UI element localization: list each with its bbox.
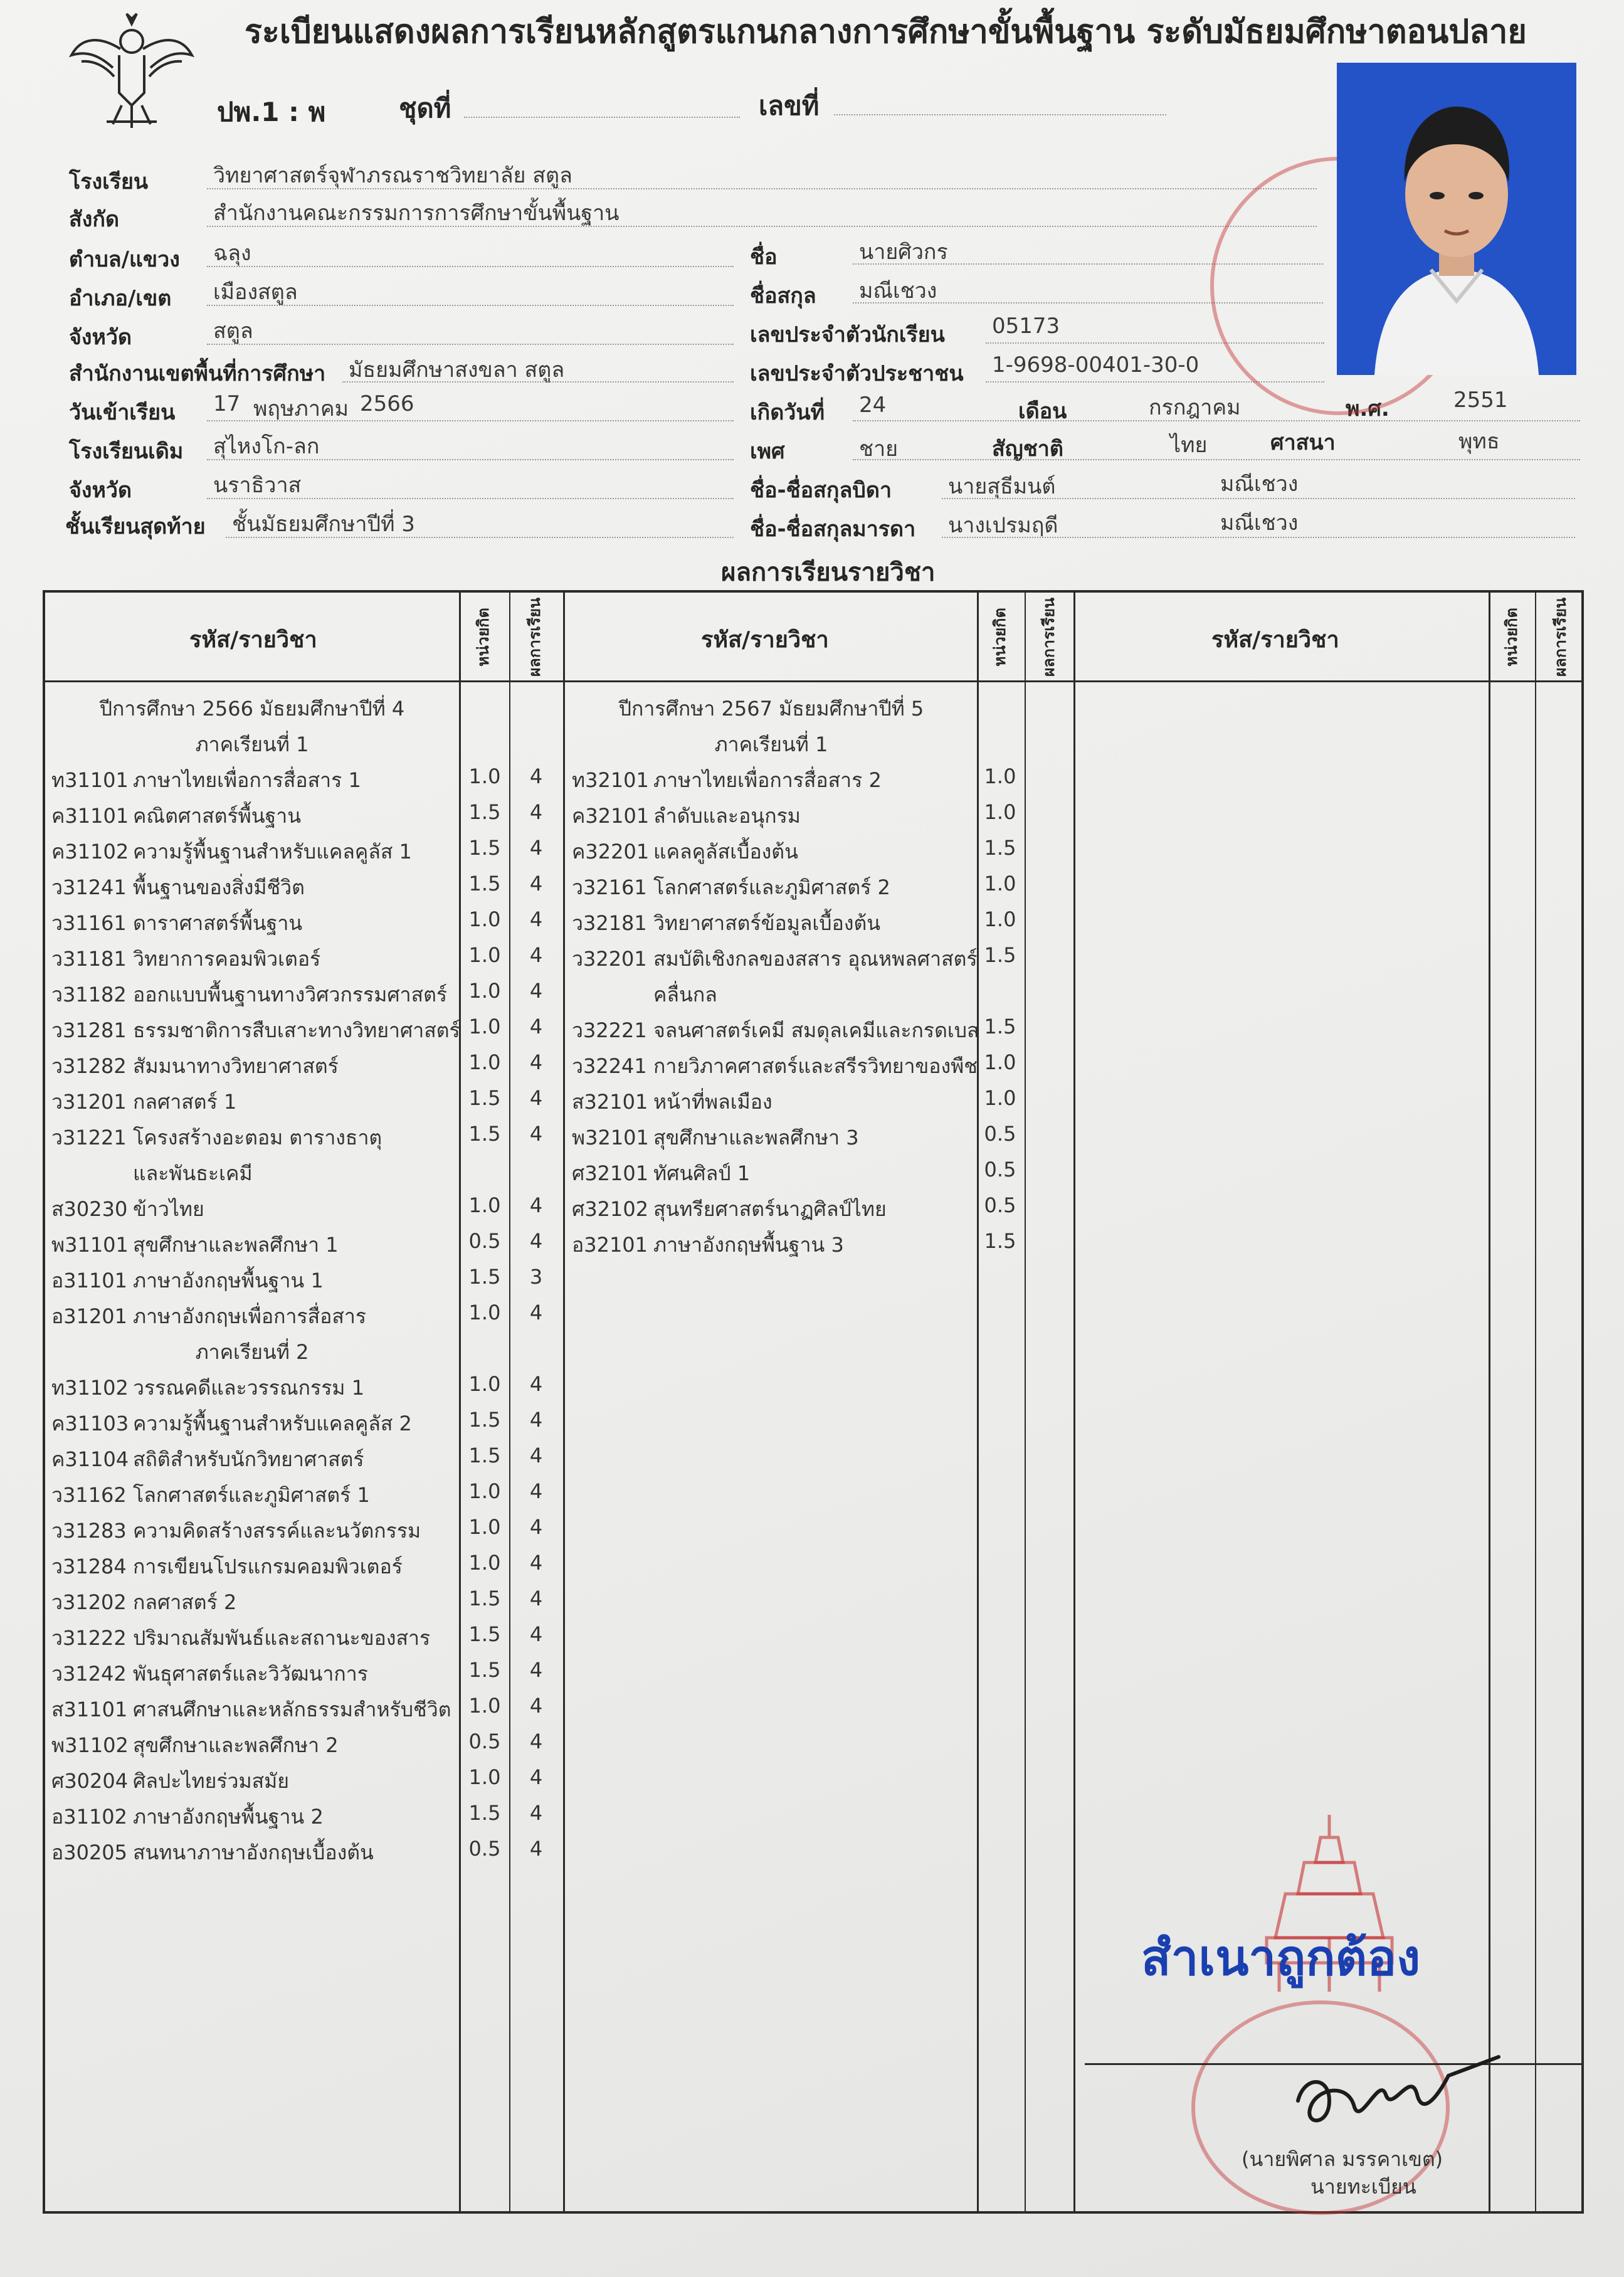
subject-name: กายวิภาคศาสตร์และสรีรวิทยาของพืช — [653, 1054, 978, 1078]
enroll-month: พฤษภาคม — [253, 396, 349, 421]
mother-label: ชื่อ-ชื่อสกุลมารดา — [750, 517, 916, 542]
subject-name: ดาราศาสตร์พื้นฐาน — [133, 911, 303, 935]
subject-name: สถิติสำหรับนักวิทยาศาสตร์ — [133, 1447, 364, 1471]
subject-name: ภาษาอังกฤษพื้นฐาน 1 — [133, 1269, 324, 1292]
garuda-emblem-icon — [69, 11, 194, 130]
subject-credit: 1.0 — [984, 764, 1016, 788]
school-value: วิทยาศาสตร์จุฬาภรณราชวิทยาลัย สตูล — [213, 163, 572, 188]
subject-code: ท31101 — [51, 768, 129, 792]
subject-credit: 1.0 — [468, 1694, 501, 1718]
district-label: อำเภอ/เขต — [69, 286, 172, 311]
nationality-label: สัญชาติ — [992, 436, 1063, 462]
father-label: ชื่อ-ชื่อสกุลบิดา — [750, 478, 892, 503]
subject-credit: 1.0 — [468, 907, 501, 931]
subject-grade: 4 — [529, 1015, 543, 1038]
subject-name: การเขียนโปรแกรมคอมพิวเตอร์ — [133, 1555, 403, 1578]
birth-day-value: 24 — [859, 393, 887, 418]
subject-name-continued: คลื่นกล — [653, 983, 717, 1006]
mother-surname: มณีเชวง — [1220, 510, 1299, 536]
section-title: ผลการเรียนรายวิชา — [721, 558, 936, 587]
subject-name: สุขศึกษาและพลศึกษา 1 — [133, 1233, 339, 1257]
col-result-header: ผลการเรียน — [525, 597, 544, 677]
sex-value: ชาย — [859, 436, 899, 462]
row-line — [207, 226, 1317, 227]
subdistrict-label: ตำบล/แขวง — [69, 247, 180, 272]
subject-grade: 4 — [529, 1622, 543, 1646]
subject-credit: 1.5 — [468, 800, 501, 824]
subject-name: ความรู้พื้นฐานสำหรับแคลคูลัส 1 — [133, 840, 412, 864]
row-line — [207, 498, 734, 499]
subject-code: ค31101 — [51, 804, 129, 828]
subject-code: พ31102 — [51, 1733, 129, 1757]
subject-code: ท32101 — [572, 768, 649, 792]
subject-code: ว31241 — [51, 875, 127, 899]
subject-name: ความคิดสร้างสรรค์และนวัตกรรม — [133, 1519, 421, 1543]
subject-credit: 1.0 — [984, 872, 1016, 895]
surname-value: มณีเชวง — [859, 278, 937, 304]
subject-code: ส30230 — [51, 1197, 128, 1221]
nationality-value: ไทย — [1170, 433, 1208, 458]
subject-code: ว32221 — [572, 1018, 647, 1042]
subject-name: ธรรมชาติการสืบเสาะทางวิทยาศาสตร์ — [133, 1018, 460, 1042]
affiliation-label: สังกัด — [69, 207, 120, 232]
school-label: โรงเรียน — [69, 169, 149, 194]
subject-grade: 4 — [529, 1587, 543, 1610]
subject-grade: 4 — [529, 1694, 543, 1718]
surname-label: ชื่อสกุล — [750, 283, 816, 309]
col-divider — [1073, 593, 1075, 2211]
subject-credit: 1.5 — [984, 1015, 1016, 1038]
subject-name: ความรู้พื้นฐานสำหรับแคลคูลัส 2 — [133, 1412, 412, 1435]
subject-code: ค31102 — [51, 840, 129, 864]
subject-name: ศาสนศึกษาและหลักธรรมสำหรับชีวิต — [133, 1698, 451, 1721]
subject-credit: 1.5 — [468, 836, 501, 860]
col-divider — [563, 593, 565, 2211]
subject-grade: 4 — [529, 1658, 543, 1682]
subject-credit: 1.5 — [984, 1229, 1016, 1253]
col-credit-header: หน่วยกิต — [991, 608, 1009, 667]
subject-grade: 4 — [529, 1193, 543, 1217]
subject-credit: 1.5 — [468, 1408, 501, 1432]
district-value: เมืองสตูล — [213, 280, 298, 305]
subject-code: อ32101 — [572, 1233, 648, 1257]
row-line — [853, 459, 1580, 460]
col-credit-header: หน่วยกิต — [1502, 608, 1521, 667]
birth-month-label: เดือน — [1018, 399, 1067, 424]
subject-credit: 0.5 — [468, 1730, 501, 1753]
subject-credit: 1.5 — [984, 836, 1016, 860]
subject-grade: 4 — [529, 1408, 543, 1432]
subject-name: สัมมนาทางวิทยาศาสตร์ — [133, 1054, 339, 1078]
subject-credit: 1.0 — [468, 1372, 501, 1396]
subject-credit: 1.5 — [468, 1444, 501, 1467]
subject-name: ภาษาอังกฤษพื้นฐาน 2 — [133, 1805, 324, 1829]
row-line — [207, 305, 734, 306]
term-heading: ภาคเรียนที่ 1 — [714, 732, 828, 756]
number-line — [834, 114, 1166, 115]
enroll-label: วันเข้าเรียน — [69, 400, 176, 425]
subject-credit: 1.0 — [984, 800, 1016, 824]
subject-name: กลศาสตร์ 1 — [133, 1090, 237, 1114]
subject-credit: 1.0 — [468, 979, 501, 1003]
subject-name: สนทนาภาษาอังกฤษเบื้องต้น — [133, 1841, 374, 1864]
subject-code: อ30205 — [51, 1841, 128, 1864]
subject-credit: 1.0 — [468, 1515, 501, 1539]
subject-code: ศ32101 — [572, 1161, 649, 1185]
col-result-header: ผลการเรียน — [1040, 597, 1058, 677]
row-line — [207, 344, 734, 345]
row-line — [226, 537, 734, 538]
subject-name: สุขศึกษาและพลศึกษา 3 — [653, 1126, 859, 1149]
subject-grade: 4 — [529, 836, 543, 860]
birth-year-value: 2551 — [1453, 388, 1508, 413]
subject-credit: 1.0 — [468, 1765, 501, 1789]
subject-grade: 4 — [529, 943, 543, 967]
signer-title: นายทะเบียน — [1310, 2175, 1416, 2199]
subject-code: ว32201 — [572, 947, 647, 971]
subject-credit: 0.5 — [984, 1158, 1016, 1181]
col-subject-header: รหัส/รายวิชา — [189, 627, 317, 653]
subject-name: สุขศึกษาและพลศึกษา 2 — [133, 1733, 339, 1757]
subject-credit: 0.5 — [984, 1122, 1016, 1146]
prev-school-label: โรงเรียนเดิม — [69, 439, 184, 464]
subject-grade: 4 — [529, 1086, 543, 1110]
subject-grade: 4 — [529, 1372, 543, 1396]
prev-province-label: จังหวัด — [69, 478, 132, 503]
term-heading: ปีการศึกษา 2566 มัธยมศึกษาปีที่ 4 — [99, 697, 405, 721]
subject-name: ทัศนศิลป์ 1 — [653, 1161, 751, 1185]
subject-code: ศ30204 — [51, 1769, 129, 1793]
subject-credit: 1.5 — [468, 1086, 501, 1110]
student-photo — [1337, 63, 1576, 375]
subject-name: ภาษาอังกฤษพื้นฐาน 3 — [653, 1233, 844, 1257]
subject-code: ว31284 — [51, 1555, 127, 1578]
citizen-id-label: เลขประจำตัวประชาชน — [750, 361, 964, 386]
subject-credit: 1.0 — [468, 764, 501, 788]
subject-grade: 4 — [529, 907, 543, 931]
subject-credit: 1.0 — [468, 943, 501, 967]
subject-code: พ31101 — [51, 1233, 129, 1257]
name-label: ชื่อ — [750, 245, 778, 270]
enroll-year: 2566 — [360, 391, 414, 416]
subject-code: ค31104 — [51, 1447, 129, 1471]
birth-day-label: เกิดวันที่ — [750, 400, 825, 425]
subject-code: ว31181 — [51, 947, 127, 971]
col-divider — [1535, 593, 1536, 2211]
subject-code: อ31101 — [51, 1269, 128, 1292]
certified-copy-stamp: สำเนาถูกต้อง — [1141, 1930, 1421, 1987]
row-line — [207, 420, 734, 421]
subject-name: คณิตศาสตร์พื้นฐาน — [133, 804, 302, 828]
subject-name: โครงสร้างอะตอม ตารางธาตุ — [133, 1126, 382, 1149]
subject-name: กลศาสตร์ 2 — [133, 1590, 237, 1614]
subject-grade: 4 — [529, 1730, 543, 1753]
father-surname: มณีเชวง — [1220, 472, 1299, 497]
subject-name: ภาษาไทยเพื่อการสื่อสาร 2 — [653, 768, 882, 792]
subdistrict-value: ฉลุง — [213, 241, 251, 266]
subject-grade: 4 — [529, 764, 543, 788]
subject-code: พ32101 — [572, 1126, 649, 1149]
affiliation-value: สำนักงานคณะกรรมการการศึกษาขั้นพื้นฐาน — [213, 201, 620, 226]
col-credit-header: หน่วยกิต — [474, 608, 492, 667]
subject-credit: 1.5 — [468, 1122, 501, 1146]
enroll-day: 17 — [213, 391, 241, 416]
subject-grade: 4 — [529, 1551, 543, 1575]
term-heading: ภาคเรียนที่ 2 — [195, 1340, 309, 1364]
set-label: ชุดที่ — [399, 93, 451, 124]
subject-code: ว31182 — [51, 983, 127, 1006]
subject-grade: 4 — [529, 979, 543, 1003]
birth-year-label: พ.ศ. — [1346, 396, 1389, 421]
subject-name: ออกแบบพื้นฐานทางวิศวกรรมศาสตร์ — [133, 983, 448, 1006]
subject-credit: 1.5 — [468, 1587, 501, 1610]
subject-code: ว31161 — [51, 911, 127, 935]
religion-value: พุทธ — [1458, 429, 1500, 454]
subject-code: ศ32102 — [572, 1197, 649, 1221]
subject-credit: 1.0 — [468, 1193, 501, 1217]
subject-code: ค32201 — [572, 840, 650, 864]
subject-credit: 1.0 — [984, 907, 1016, 931]
subject-credit: 1.5 — [468, 1622, 501, 1646]
subject-grade: 4 — [529, 800, 543, 824]
subject-code: ว32181 — [572, 911, 647, 935]
area-office-value: มัธยมศึกษาสงขลา สตูล — [349, 357, 565, 383]
subject-grade: 4 — [529, 1479, 543, 1503]
subject-credit: 1.0 — [468, 1551, 501, 1575]
col-result-header: ผลการเรียน — [1551, 597, 1569, 677]
subject-code: ว31202 — [51, 1590, 127, 1614]
subject-credit: 1.5 — [468, 872, 501, 895]
subject-grade: 3 — [529, 1265, 543, 1289]
subject-code: ว31221 — [51, 1126, 127, 1149]
last-level-value: ชั้นมัธยมศึกษาปีที่ 3 — [232, 512, 415, 537]
subject-name: ศิลปะไทยร่วมสมัย — [133, 1769, 289, 1793]
subject-name: แคลคูลัสเบื้องต้น — [653, 840, 798, 864]
religion-label: ศาสนา — [1270, 430, 1336, 455]
subject-credit: 1.0 — [984, 1050, 1016, 1074]
subject-code: ว31281 — [51, 1018, 127, 1042]
subject-name: ลำดับและอนุกรม — [653, 804, 801, 828]
subject-name: โลกศาสตร์และภูมิศาสตร์ 1 — [133, 1483, 370, 1507]
col-divider — [1489, 593, 1490, 2211]
subject-name: พันธุศาสตร์และวิวัฒนาการ — [133, 1662, 368, 1686]
subject-name-continued: และพันธะเคมี — [133, 1161, 253, 1185]
prev-school-value: สุไหงโก-ลก — [213, 434, 320, 459]
col-subject-header: รหัส/รายวิชา — [1211, 627, 1339, 653]
subject-code: อ31201 — [51, 1304, 128, 1328]
subject-credit: 0.5 — [468, 1229, 501, 1253]
registrar-signature — [1292, 2051, 1505, 2138]
form-code: ปพ.1 : พ — [217, 97, 326, 127]
col-divider — [509, 593, 510, 2211]
citizen-id-value: 1-9698-00401-30-0 — [992, 352, 1200, 378]
document-title: ระเบียนแสดงผลการเรียนหลักสูตรแกนกลางการศึกษาขั้นพื้นฐาน ระดับมัธยมศึกษาตอนปลาย — [245, 13, 1527, 51]
subject-name: วิทยาศาสตร์ข้อมูลเบื้องต้น — [653, 911, 881, 935]
subject-code: ท31102 — [51, 1376, 129, 1400]
header-divider — [45, 680, 1581, 682]
name-value: นายศิวกร — [859, 240, 948, 265]
subject-code: อ31102 — [51, 1805, 128, 1829]
col-subject-header: รหัส/รายวิชา — [701, 627, 829, 653]
subject-name: หน้าที่พลเมือง — [653, 1090, 772, 1114]
student-id-label: เลขประจำตัวนักเรียน — [750, 322, 945, 347]
subject-credit: 1.5 — [984, 943, 1016, 967]
number-label: เลขที่ — [759, 90, 820, 121]
subject-credit: 1.5 — [468, 1658, 501, 1682]
row-line — [853, 420, 1580, 421]
student-id-value: 05173 — [992, 314, 1060, 339]
subject-name: ปริมาณสัมพันธ์และสถานะของสาร — [133, 1626, 431, 1650]
subject-credit: 1.0 — [984, 1086, 1016, 1110]
subject-credit: 1.5 — [468, 1265, 501, 1289]
subject-name: ข้าวไทย — [133, 1197, 204, 1221]
subject-grade: 4 — [529, 1050, 543, 1074]
subject-grade: 4 — [529, 1301, 543, 1324]
sex-label: เพศ — [750, 439, 785, 464]
mother-name: นางเปรมฤดี — [948, 513, 1058, 538]
row-line — [942, 498, 1575, 499]
subject-name: โลกศาสตร์และภูมิศาสตร์ 2 — [653, 875, 890, 899]
subject-credit: 1.0 — [468, 1301, 501, 1324]
subject-code: ค32101 — [572, 804, 650, 828]
father-name: นายสุธีมนต์ — [948, 474, 1056, 499]
term-heading: ปีการศึกษา 2567 มัธยมศึกษาปีที่ 5 — [618, 697, 924, 721]
subject-name: จลนศาสตร์เคมี สมดุลเคมีและกรดเบส — [653, 1018, 979, 1042]
subject-code: ว32161 — [572, 875, 647, 899]
set-line — [464, 117, 740, 118]
subject-code: ค31103 — [51, 1412, 129, 1435]
subject-grade: 4 — [529, 1515, 543, 1539]
subject-grade: 4 — [529, 1765, 543, 1789]
subject-name: วรรณคดีและวรรณกรรม 1 — [133, 1376, 365, 1400]
term-heading: ภาคเรียนที่ 1 — [195, 732, 309, 756]
row-line — [207, 188, 1317, 189]
subject-grade: 4 — [529, 1837, 543, 1861]
subject-name: สมบัติเชิงกลของสสาร อุณหพลศาสตร์ — [653, 947, 978, 971]
subject-code: ส32101 — [572, 1090, 648, 1114]
area-office-label: สำนักงานเขตพื้นที่การศึกษา — [69, 361, 326, 386]
subject-code: ว31201 — [51, 1090, 127, 1114]
subject-code: ว31283 — [51, 1519, 127, 1543]
row-line — [942, 537, 1575, 538]
subject-code: ว31282 — [51, 1054, 127, 1078]
subject-code: ว31162 — [51, 1483, 127, 1507]
subject-grade: 4 — [529, 1801, 543, 1825]
subject-name: วิทยาการคอมพิวเตอร์ — [133, 947, 321, 971]
province-label: จังหวัด — [69, 325, 132, 350]
subject-code: ส31101 — [51, 1698, 128, 1721]
birth-month-value: กรกฎาคม — [1149, 395, 1241, 420]
col-divider — [1025, 593, 1026, 2211]
subject-credit: 1.0 — [468, 1050, 501, 1074]
province-value: สตูล — [213, 319, 253, 344]
subject-credit: 1.0 — [468, 1015, 501, 1038]
subject-grade: 4 — [529, 1444, 543, 1467]
subject-credit: 0.5 — [984, 1193, 1016, 1217]
col-divider — [459, 593, 461, 2211]
subject-credit: 0.5 — [468, 1837, 501, 1861]
subject-code: ว31222 — [51, 1626, 127, 1650]
subject-name: ภาษาไทยเพื่อการสื่อสาร 1 — [133, 768, 361, 792]
row-line — [207, 266, 734, 267]
subject-name: ภาษาอังกฤษเพื่อการสื่อสาร — [133, 1304, 367, 1328]
subject-credit: 1.0 — [468, 1479, 501, 1503]
prev-province-value: นราธิวาส — [213, 473, 302, 498]
row-line — [207, 459, 734, 460]
subject-grade: 4 — [529, 1122, 543, 1146]
subject-name: พื้นฐานของสิ่งมีชีวิต — [133, 875, 305, 899]
subject-credit: 1.5 — [468, 1801, 501, 1825]
row-line — [342, 381, 734, 383]
subject-code: ว32241 — [572, 1054, 647, 1078]
signer-name: (นายพิศาล มรรคาเขต) — [1242, 2147, 1443, 2171]
subject-name: สุนทรียศาสตร์นาฏศิลป์ไทย — [653, 1197, 887, 1221]
subject-code: ว31242 — [51, 1662, 127, 1686]
subject-grade: 4 — [529, 872, 543, 895]
subject-grade: 4 — [529, 1229, 543, 1253]
last-level-label: ชั้นเรียนสุดท้าย — [65, 514, 206, 539]
